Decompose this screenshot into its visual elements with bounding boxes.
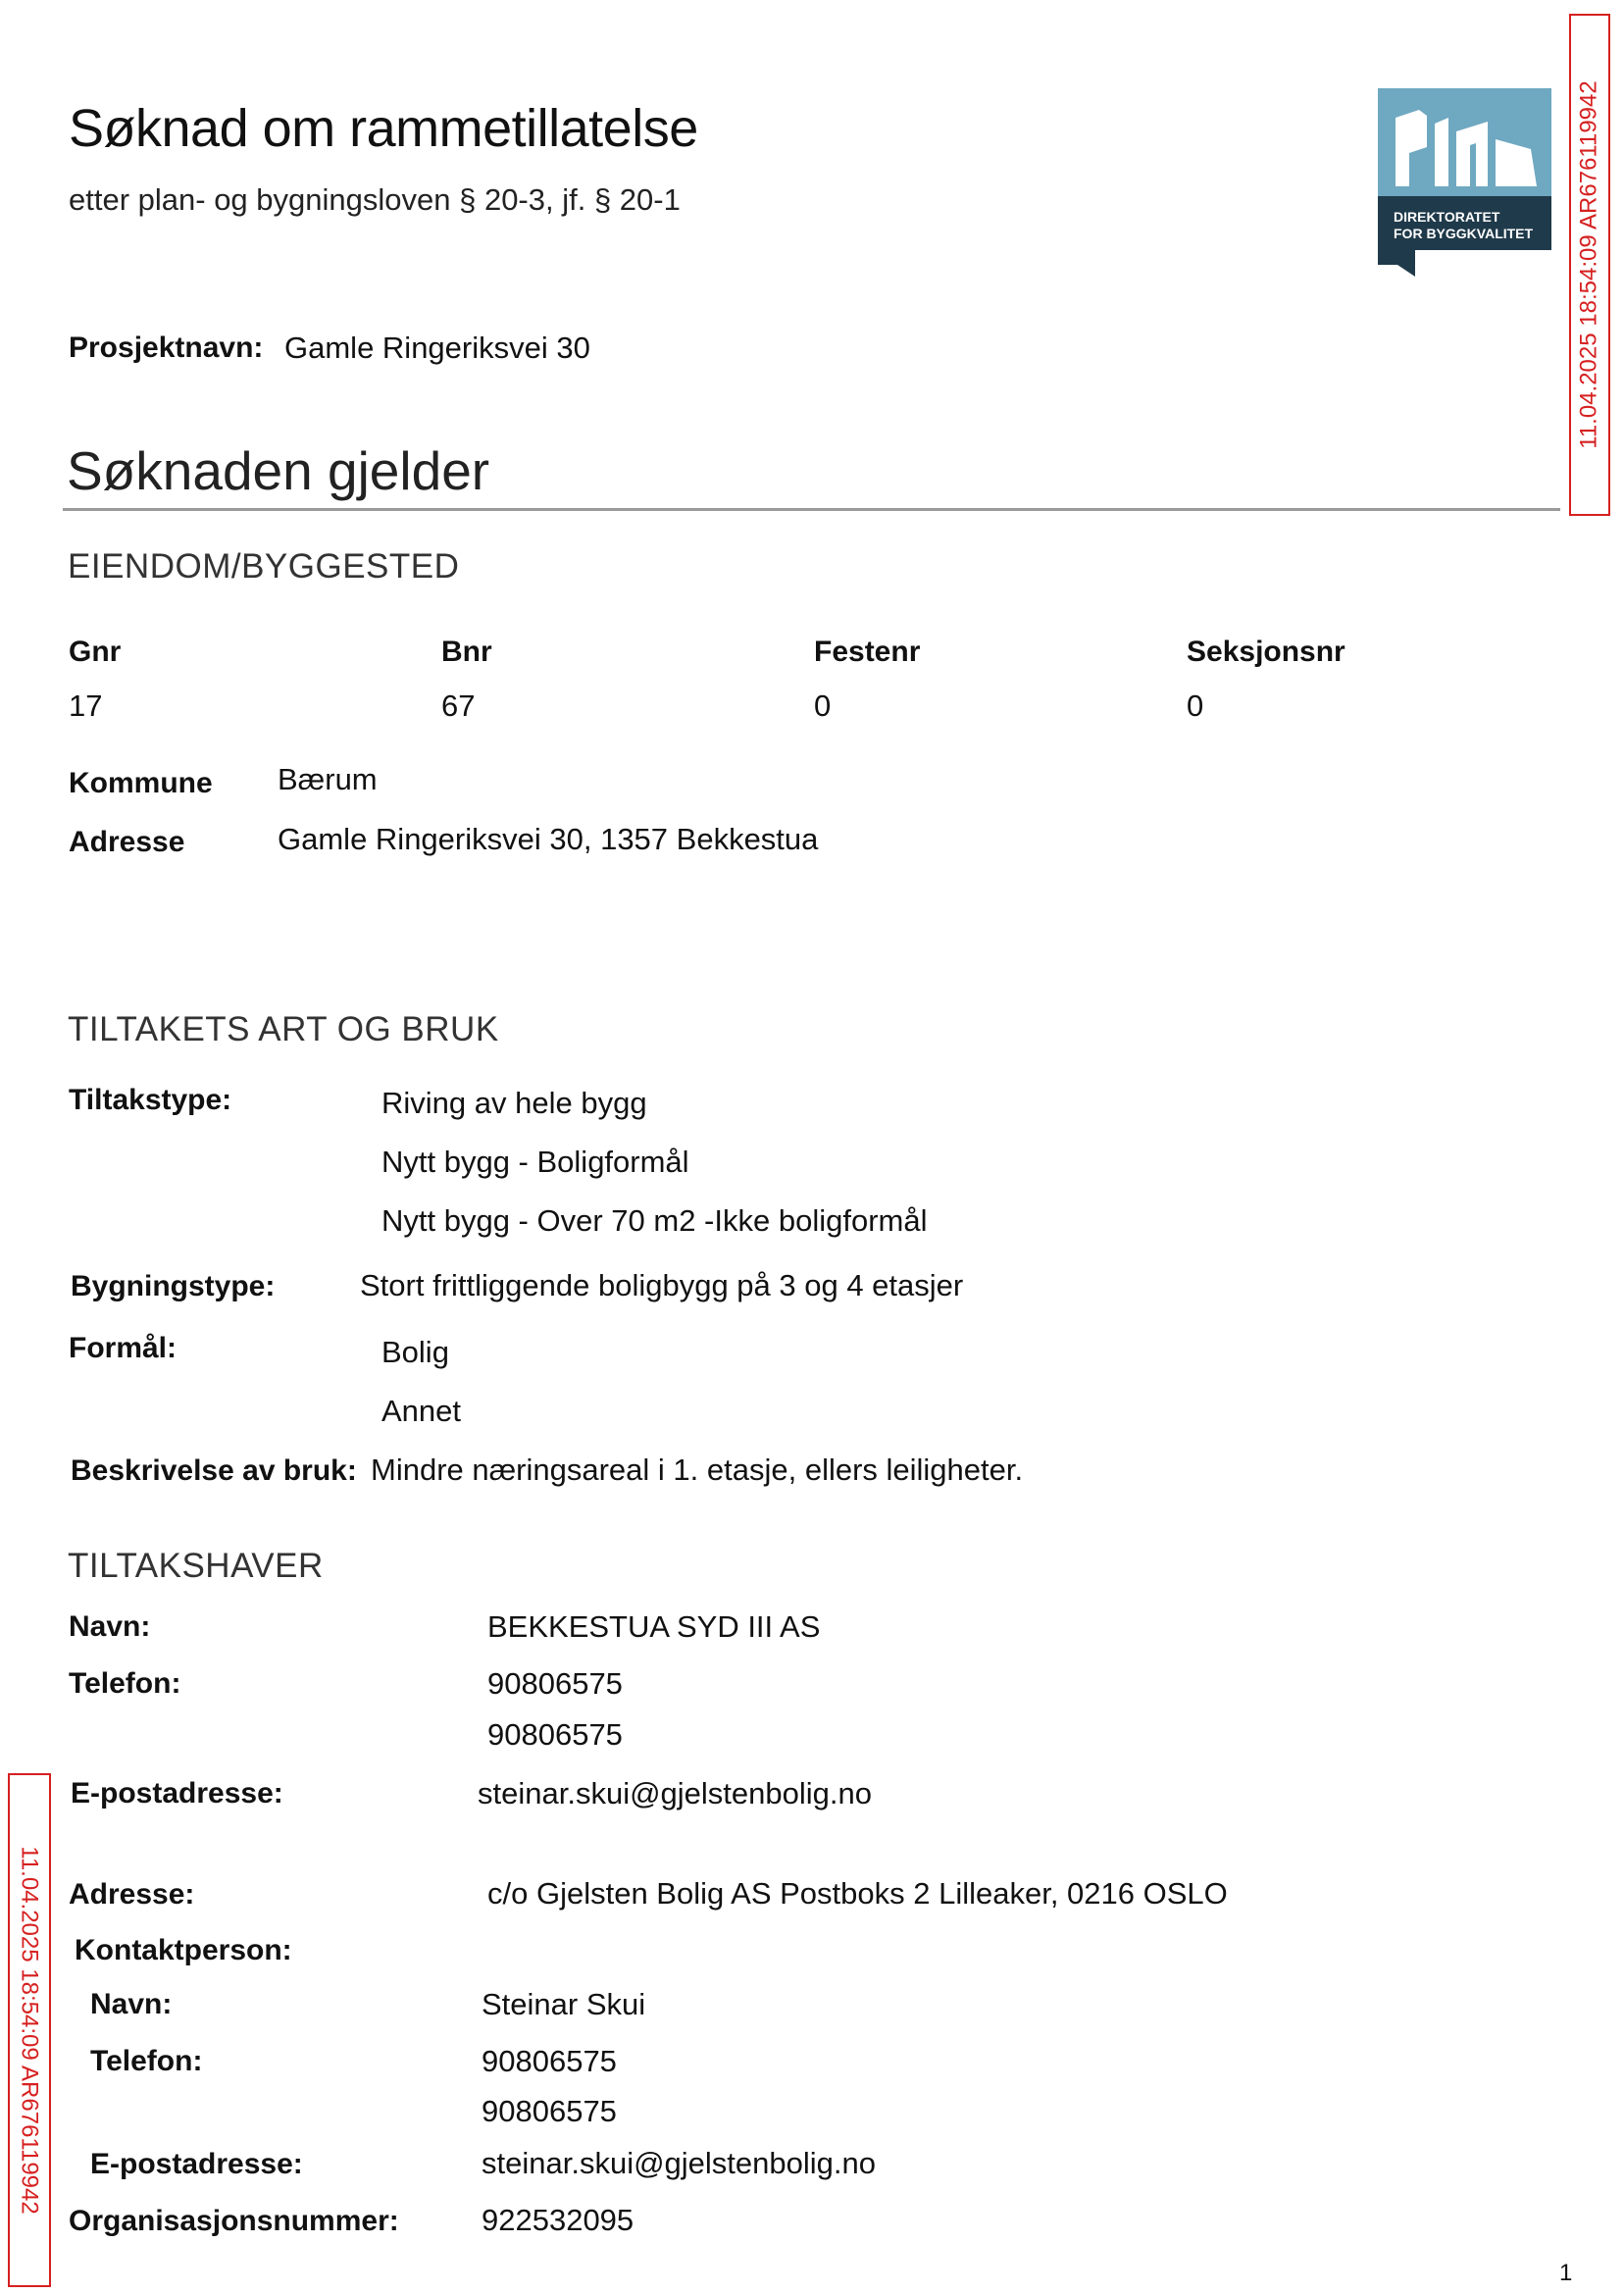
property-heading: EIENDOM/BYGGESTED (68, 547, 460, 586)
document-title: Søknad om rammetillatelse (69, 99, 698, 158)
receipt-stamp-left (8, 1773, 51, 2287)
section-heading: Søknaden gjelder (67, 440, 490, 501)
kontakt-epost-value: steinar.skui@gjelstenbolig.no (482, 2146, 876, 2180)
tiltakstype-item: Riving av hele bygg (381, 1086, 647, 1120)
epost-label: E-postadresse: (71, 1777, 283, 1810)
kontakt-epost-label: E-postadresse: (90, 2148, 303, 2180)
tiltakstype-label: Tiltakstype: (69, 1084, 232, 1116)
festenr-label: Festenr (814, 636, 921, 668)
bnr-value: 67 (441, 688, 476, 723)
kommune-value: Bærum (278, 762, 378, 796)
telefon-label: Telefon: (69, 1667, 181, 1700)
festenr-value: 0 (814, 688, 832, 723)
kontakt-telefon-value: 90806575 (482, 2044, 617, 2078)
telefon-value: 90806575 (487, 1717, 623, 1752)
tiltak-heading: TILTAKETS ART OG BRUK (68, 1010, 499, 1048)
navn-label: Navn: (69, 1610, 151, 1643)
telefon-value: 90806575 (487, 1666, 623, 1701)
page-number: 1 (1559, 2260, 1573, 2286)
seksjonsnr-label: Seksjonsnr (1187, 636, 1345, 668)
gnr-value: 17 (69, 688, 103, 723)
tiltakshaver-adresse-value: c/o Gjelsten Bolig AS Postboks 2 Lilleaker, 0216 OSLO (487, 1876, 1228, 1911)
kommune-label: Kommune (69, 767, 213, 799)
document-subtitle: etter plan- og bygningsloven § 20-3, jf. § 20-1 (69, 182, 681, 217)
kontakt-navn-label: Navn: (90, 1988, 173, 2020)
navn-value: BEKKESTUA SYD III AS (487, 1609, 821, 1644)
tiltakstype-item: Nytt bygg - Over 70 m2 -Ikke boligformål (381, 1203, 928, 1238)
gnr-label: Gnr (69, 636, 122, 668)
beskrivelse-value: Mindre næringsareal i 1. etasje, ellers leiligheter. (371, 1453, 1024, 1487)
tiltakshaver-heading: TILTAKSHAVER (68, 1547, 324, 1585)
bnr-label: Bnr (441, 636, 492, 668)
stamp-text: 11.04.2025 18:54:09 AR676119942 (1576, 80, 1602, 449)
orgnr-value: 922532095 (482, 2203, 634, 2237)
kontakt-telefon-label: Telefon: (90, 2045, 203, 2077)
orgnr-label: Organisasjonsnummer: (69, 2205, 399, 2237)
project-name-label: Prosjektnavn: (69, 331, 264, 364)
formal-label: Formål: (69, 1332, 178, 1364)
logo-line2: FOR BYGGKVALITET (1394, 226, 1534, 241)
tiltakstype-item: Nytt bygg - Boligformål (381, 1145, 689, 1179)
epost-value: steinar.skui@gjelstenbolig.no (478, 1776, 872, 1810)
formal-item: Bolig (381, 1335, 449, 1369)
logo-line1: DIREKTORATET (1394, 209, 1500, 225)
section-divider (63, 508, 1560, 511)
bygningstype-label: Bygningstype: (71, 1270, 276, 1302)
adresse-label: Adresse (69, 826, 185, 858)
kontaktperson-label: Kontaktperson: (75, 1934, 292, 1966)
stamp-text: 11.04.2025 18:54:09 AR676119942 (17, 1846, 43, 2215)
kontakt-navn-value: Steinar Skui (482, 1987, 646, 2021)
formal-item: Annet (381, 1394, 462, 1428)
receipt-stamp-right (1569, 14, 1610, 516)
beskrivelse-label: Beskrivelse av bruk: (71, 1454, 357, 1487)
project-name-value: Gamle Ringeriksvei 30 (284, 331, 590, 365)
seksjonsnr-value: 0 (1187, 688, 1204, 723)
kontakt-telefon-value: 90806575 (482, 2094, 617, 2128)
tiltakshaver-adresse-label: Adresse: (69, 1878, 195, 1911)
bygningstype-value: Stort frittliggende boligbygg på 3 og 4 etasjer (360, 1268, 964, 1302)
dibk-logo-icon (1378, 88, 1551, 277)
adresse-value: Gamle Ringeriksvei 30, 1357 Bekkestua (278, 822, 819, 856)
